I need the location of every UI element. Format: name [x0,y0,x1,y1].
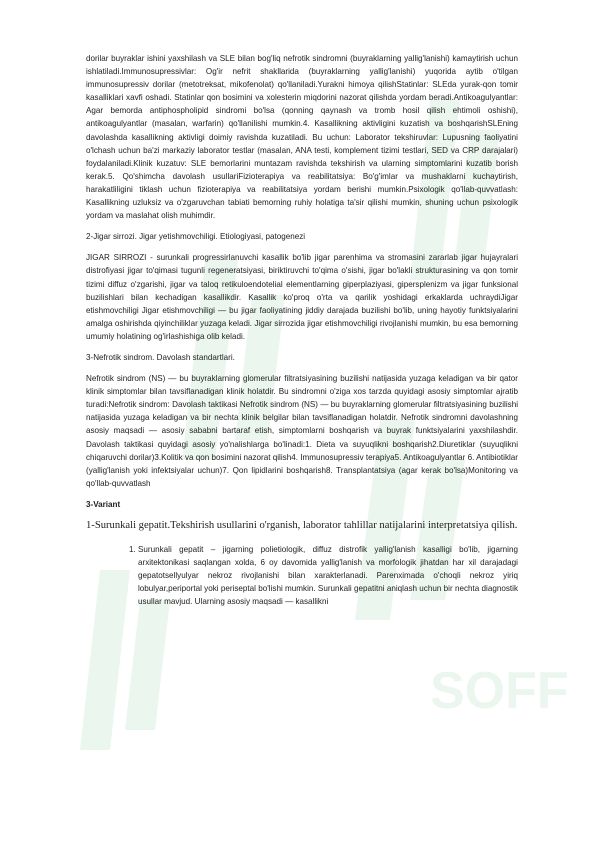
list-item: 1. Surunkali gepatit – jigarning polietiologik, diffuz distrofik yallig'lanish kasalligi bo'lib, jigarning arxitektonikasi saqlangan xolda, 6 oy davomida yallig'lanish va morfologik jihatdan har xil darajadagi gepatotsellyulyar nekroz rivojlanishi bilan xarakterlanadi. Parenximada o'choqli nekroz yiriq lobulyar,periportal yoki periseptal bo'lishi mumkin. Surunkali gepatitni aniqlash uchun bir nechta diagnostik usullar mavjud. Ularning asosiy maqsadi — kasallikni [138,543,518,608]
body-paragraph-cirrhosis: JIGAR SIRROZI - surunkali progressirlanuvchi kasallik bo'lib jigar parenhima va stromasini zararlab jigar hujayralari distrofiyasi jigar to'qimasi tugunli regeneratsiyasi, biriktiruvchi to'qima o'sishi, jigar bo'lakli strukturasining va qon tomir tizimi diffuz o'zgarishi, jigar va taloq retikuloendotelial elementlarning giperplaziyasi, gipersplenizm va jigar funksional buzilishlari bilan kechadigan kasallikdir. Kasallik ko'proq o'rta va qarilik yoshidagi erkaklarda uchraydiJigar etishmovchiligi Jigar etishmovchiligi — bu jigar faoliyatining jiddiy darajada buzilishi bo'lib, uning hayotiy funktsiyalarini amalga oshirishda qiyinchiliklar yuzaga keladi. Jigar sirrozida jigar etishmovchiligi rivojlanishi mumkin, bu esa bemorning umumiy holatining og'irlashishiga olib keladi. [86,253,518,341]
question-body: Surunkali gepatit.Tekshirish usullarini o'rganish, laborator tahlillar natijalarini interpretatsiya qilish. [94,520,518,531]
section-heading-cirrhosis: 2-Jigar sirrozi. Jigar yetishmovchiligi. Etiologiyasi, patogenezi [86,232,306,242]
watermark-text [430,660,590,720]
body-paragraph-sle-treatment: dorilar buyraklar ishini yaxshilash va SLE bilan bog'liq nefrotik sindromni (buyraklarning yallig'lanishi) kamaytirish uchun ishlatiladi.Immunosupressivlar: Og'ir nefrit shakllarida (buyraklarning yallig'lanishi) yuqorida aytib o'tilgan immunosupressiv dorilar (metotreksat, mikofenolat) qo'llaniladi.Yurakni himoya qilishStatinlar: SLEda yurak-qon tomir kasalliklari xavfi oshadi. Statinlar qon bosimini va xolesterin miqdorini nazorat qilishda yordam beradi.Antikoagulyantlar: Agar bemorda antiphospholipid sindromi bo'lsa (qonning qaynash va tromb hosil qilish ehtimoli oshishi), antikoagulyantlar (masalan, warfarin) qo'llanilishi mumkin.4. Kasallikning aktivligini kuzatish va boshqarishSLEning davolashda kasallikning aktivligi doimiy ravishda kuzatiladi. Bu uchun: Laborator tekshiruvlar: Lupusning faoliyatini o'lchash uchun ba'zi markaziy laborator testlar (masalan, ANA testi, komplement tizimi testlari, SED va CRP darajalari) foydalaniladi.Klinik kuzatuv: SLE bemorlarini muntazam ravishda tekshirish va ularning simptomlarini kuzatib borish kerak.5. Qo'shimcha davolash usullariFizioterapiya va reabilitatsiya: Bo'g'imlar va mushaklarni kuchaytirish, harakatliligini tiklash uchun fizioterapiya va reabilitatsiya yordam berishi mumkin.Psixologik qo'llab-quvvatlash: Kasallikning uzluksiz va o'zgaruvchan tabiati bemorning ruhiy holatiga ta'sir qilishi mumkin, shuning uchun psixologik yordam va maslahat olish muhimdir. [86,54,518,221]
question-number: 1- [86,520,95,531]
document-page [86,52,518,608]
question-text [86,519,518,533]
svg-text:SOFF: SOFF [430,662,569,720]
variant-heading: 3-Variant [86,499,121,509]
section-heading-nephrotic: 3-Nefrotik sindrom. Davolash standartlari. [86,352,235,362]
numbered-list [86,543,518,608]
body-paragraph-nephrotic: Nefrotik sindrom (NS) — bu buyraklarning glomerular filtratsiyasining buzilishi natijasida yuzaga keladigan va bir qator klinik simptomlar bilan tavsiflanadigan klinik holatdir. Bu sindromni o'ziga xos tarzda quyidagi asosiy simptomlar ajratib turadi:Nefrotik sindrom: Davolash taktikasi Nefrotik sindrom (NS) — bu buyraklarning glomerular filtratsiyasining buzilishi natijasida yuzaga keladigan va bir nechta klinik belgilar bilan tavsiflanadigan holatdir. Nefrotik sindromni davolashning asosiy maqsadi — asosiy sababni bartaraf etish, simptomlarni boshqarish va buyrak funktsiyalarini yaxshilashdir. Davolash taktikasi quyidagi asosiy yo'nalishlarga bo'linadi:1. Dieta va suyuqlikni boshqarish2.Diuretiklar (suyuqlikni chiqaruvchi dorilar)3.Kolitik va qon bosimini nazorat qilish4. Immunosupressiv terapiya5. Antikoagulyantlar 6. Antibiotiklar (yallig'lanish yoki infektsiyalar uchun)7. Qon lipidlarini boshqarish8. Transplantatsiya (agar kerak bo'lsa)Monitoring va qo'llab-quvvatlash [86,374,518,488]
